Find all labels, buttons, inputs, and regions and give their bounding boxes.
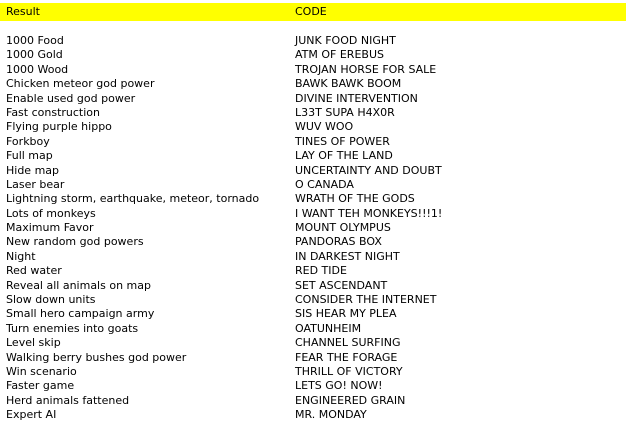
code-cell: MOUNT OLYMPUS xyxy=(295,221,391,235)
code-cell: L33T SUPA H4X0R xyxy=(295,105,395,119)
code-cell: OATUNHEIM xyxy=(295,321,362,335)
code-cell: ENGINEERED GRAIN xyxy=(295,393,406,407)
code-cell: CONSIDER THE INTERNET xyxy=(295,293,437,307)
table-row xyxy=(0,221,640,235)
table-row xyxy=(0,106,640,120)
code-column-header: CODE xyxy=(295,5,327,18)
table-row xyxy=(0,63,640,77)
result-cell: Small hero campaign army xyxy=(6,307,155,321)
result-cell: Turn enemies into goats xyxy=(6,321,139,335)
code-cell: JUNK FOOD NIGHT xyxy=(295,34,396,47)
result-cell: Herd animals fattened xyxy=(6,393,130,407)
code-cell: THRILL OF VICTORY xyxy=(295,364,403,378)
table-row xyxy=(0,379,640,393)
table-row xyxy=(0,307,640,321)
result-cell: New random god powers xyxy=(6,235,144,249)
code-cell: LAY OF THE LAND xyxy=(295,149,393,163)
code-cell: I WANT TEH MONKEYS!!!1! xyxy=(295,206,443,220)
result-cell: Chicken meteor god power xyxy=(6,77,155,91)
result-cell: Lots of monkeys xyxy=(6,206,96,220)
code-cell: CHANNEL SURFING xyxy=(295,336,401,350)
table-row xyxy=(0,149,640,163)
code-cell: UNCERTAINTY AND DOUBT xyxy=(295,163,442,177)
code-cell: LETS GO! NOW! xyxy=(295,379,383,393)
table-row xyxy=(0,34,640,48)
table-row xyxy=(0,120,640,134)
table-row xyxy=(0,178,640,192)
table-row xyxy=(0,336,640,350)
code-cell: IN DARKEST NIGHT xyxy=(295,249,400,263)
result-cell: Hide map xyxy=(6,163,60,177)
table-row xyxy=(0,135,640,149)
code-cell: FEAR THE FORAGE xyxy=(295,350,398,364)
code-cell: WUV WOO xyxy=(295,120,354,134)
table-row xyxy=(0,235,640,249)
table-row xyxy=(0,293,640,307)
code-cell: RED TIDE xyxy=(295,264,347,278)
code-cell: TROJAN HORSE FOR SALE xyxy=(295,62,437,76)
result-cell: Flying purple hippo xyxy=(6,120,112,134)
code-cell: O CANADA xyxy=(295,177,354,191)
table-row xyxy=(0,192,640,206)
code-cell: SIS HEAR MY PLEA xyxy=(295,307,397,321)
table-row xyxy=(0,250,640,264)
code-cell: MR. MONDAY xyxy=(295,408,367,422)
code-cell: DIVINE INTERVENTION xyxy=(295,91,418,105)
result-cell: Level skip xyxy=(6,336,61,350)
result-cell: Fast construction xyxy=(6,105,101,119)
table-row xyxy=(0,351,640,365)
result-cell: Laser bear xyxy=(6,177,65,191)
code-cell: SET ASCENDANT xyxy=(295,278,388,292)
result-cell: Lightning storm, earthquake, meteor, tornado xyxy=(6,192,260,206)
result-cell: Win scenario xyxy=(6,364,77,378)
table-row xyxy=(0,92,640,106)
table-row xyxy=(0,279,640,293)
result-cell: 1000 Wood xyxy=(6,62,69,76)
code-cell: WRATH OF THE GODS xyxy=(295,192,415,206)
result-cell: Maximum Favor xyxy=(6,221,94,235)
table-header xyxy=(0,3,626,21)
result-cell: Walking berry bushes god power xyxy=(6,350,187,364)
table-body xyxy=(0,34,640,423)
result-column-header: Result xyxy=(6,5,40,18)
result-cell: 1000 Gold xyxy=(6,48,63,62)
result-cell: Enable used god power xyxy=(6,91,136,105)
result-cell: Forkboy xyxy=(6,134,50,148)
table-row xyxy=(0,164,640,178)
result-cell: Reveal all animals on map xyxy=(6,278,151,292)
result-cell: Expert AI xyxy=(6,408,57,422)
table-row xyxy=(0,365,640,379)
table-row xyxy=(0,394,640,408)
code-cell: BAWK BAWK BOOM xyxy=(295,77,402,91)
table-row xyxy=(0,322,640,336)
result-cell: Full map xyxy=(6,149,53,163)
result-cell: Red water xyxy=(6,264,62,278)
code-cell: ATM OF EREBUS xyxy=(295,48,384,62)
result-cell: Faster game xyxy=(6,379,75,393)
table-row xyxy=(0,408,640,422)
table-row xyxy=(0,207,640,221)
table-row xyxy=(0,264,640,278)
table-row xyxy=(0,77,640,91)
table-row xyxy=(0,48,640,62)
code-cell: TINES OF POWER xyxy=(295,134,390,148)
code-cell: PANDORAS BOX xyxy=(295,235,382,249)
result-cell: 1000 Food xyxy=(6,34,64,47)
result-cell: Night xyxy=(6,249,36,263)
result-cell: Slow down units xyxy=(6,293,96,307)
